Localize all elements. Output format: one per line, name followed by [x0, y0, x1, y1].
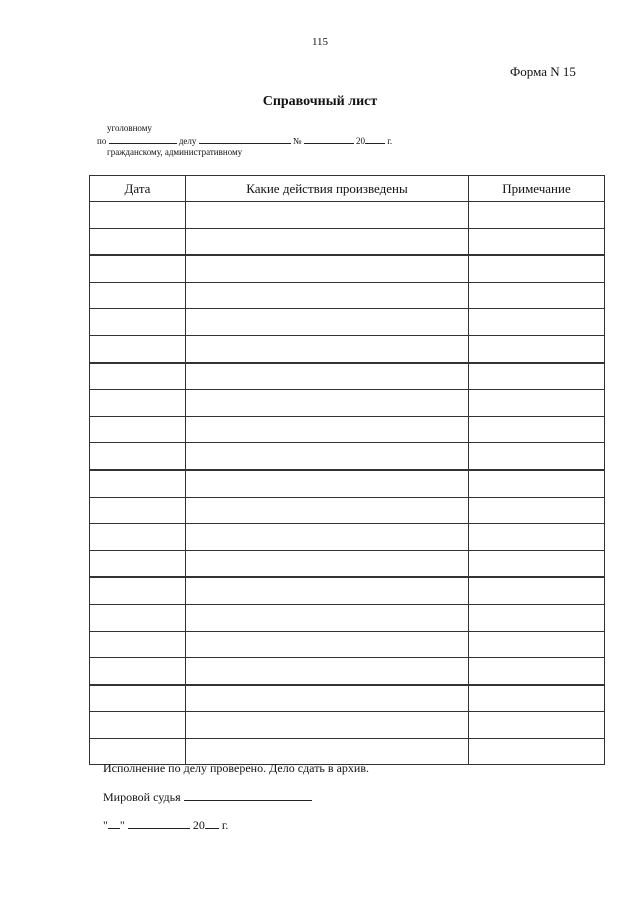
- year-suffix: г.: [387, 136, 393, 146]
- date-cell: [90, 550, 186, 577]
- date-quote-open: ": [103, 818, 108, 832]
- case-type-civil-administrative: гражданскому, административному: [107, 147, 243, 157]
- date-cell: [90, 416, 186, 443]
- actions-cell: [186, 202, 469, 229]
- date-cell: [90, 255, 186, 282]
- table-row: [90, 390, 605, 417]
- actions-cell: [186, 416, 469, 443]
- table-body: [90, 202, 605, 765]
- document-title: Справочный лист: [262, 94, 378, 109]
- actions-cell: [186, 390, 469, 417]
- notes-cell: [469, 497, 605, 524]
- table-row: [90, 604, 605, 631]
- judge-signature-blank: [184, 792, 312, 801]
- case-word: делу: [178, 136, 197, 146]
- table-row: [90, 712, 605, 739]
- form-label: Форма N 15: [510, 64, 576, 79]
- date-cell: [90, 524, 186, 551]
- notes-cell: [469, 470, 605, 497]
- table-row: [90, 228, 605, 255]
- number-sign: №: [292, 136, 302, 146]
- notes-cell: [469, 524, 605, 551]
- table-row: [90, 524, 605, 551]
- actions-cell: [186, 228, 469, 255]
- date-cell: [90, 443, 186, 470]
- actions-cell: [186, 443, 469, 470]
- date-cell: [90, 577, 186, 604]
- table-row: [90, 550, 605, 577]
- verification-note: Исполнение по делу проверено. Дело сдать в архив.: [103, 761, 369, 775]
- actions-cell: [186, 497, 469, 524]
- actions-cell: [186, 712, 469, 739]
- signature-date-line: [103, 818, 228, 833]
- notes-cell: [469, 309, 605, 336]
- date-cell: [90, 228, 186, 255]
- actions-cell: [186, 255, 469, 282]
- actions-cell: [186, 282, 469, 309]
- reference-table: [89, 175, 605, 765]
- actions-cell: [186, 685, 469, 712]
- table-row: [90, 335, 605, 362]
- actions-cell: [186, 335, 469, 362]
- date-cell: [90, 309, 186, 336]
- case-prefix: по: [97, 136, 107, 146]
- date-cell: [90, 631, 186, 658]
- actions-cell: [186, 631, 469, 658]
- date-cell: [90, 604, 186, 631]
- table-row: [90, 363, 605, 390]
- actions-cell: [186, 658, 469, 685]
- year-blank: [365, 135, 385, 144]
- table-row: [90, 309, 605, 336]
- case-header-line: [97, 135, 392, 146]
- date-cell: [90, 497, 186, 524]
- table-row: [90, 282, 605, 309]
- table-row: [90, 577, 605, 604]
- table-header-row: [90, 176, 605, 202]
- notes-cell: [469, 631, 605, 658]
- actions-cell: [186, 363, 469, 390]
- column-header-date: Дата: [90, 176, 186, 202]
- table-row: [90, 658, 605, 685]
- date-cell: [90, 335, 186, 362]
- table-row: [90, 631, 605, 658]
- date-cell: [90, 390, 186, 417]
- day-blank: [108, 820, 120, 829]
- notes-cell: [469, 738, 605, 765]
- case-type-criminal: уголовному: [107, 123, 152, 133]
- judge-label: Мировой судья: [103, 790, 181, 804]
- notes-cell: [469, 577, 605, 604]
- notes-cell: [469, 228, 605, 255]
- case-name-blank: [199, 135, 291, 144]
- notes-cell: [469, 255, 605, 282]
- case-type-blank: [109, 135, 177, 144]
- date-cell: [90, 282, 186, 309]
- notes-cell: [469, 202, 605, 229]
- date-cell: [90, 363, 186, 390]
- date-year-suffix: г.: [221, 818, 229, 832]
- judge-signature-line: [103, 790, 312, 805]
- actions-cell: [186, 309, 469, 336]
- notes-cell: [469, 658, 605, 685]
- date-cell: [90, 712, 186, 739]
- notes-cell: [469, 416, 605, 443]
- column-header-actions: Какие действия произведены: [186, 176, 469, 202]
- table-row: [90, 255, 605, 282]
- date-cell: [90, 658, 186, 685]
- actions-cell: [186, 604, 469, 631]
- notes-cell: [469, 282, 605, 309]
- notes-cell: [469, 685, 605, 712]
- table-row: [90, 416, 605, 443]
- notes-cell: [469, 335, 605, 362]
- year-prefix: 20: [356, 136, 365, 146]
- page-number: 115: [311, 36, 329, 48]
- actions-cell: [186, 550, 469, 577]
- notes-cell: [469, 363, 605, 390]
- date-cell: [90, 685, 186, 712]
- case-number-blank: [304, 135, 354, 144]
- date-cell: [90, 470, 186, 497]
- notes-cell: [469, 443, 605, 470]
- notes-cell: [469, 712, 605, 739]
- date-year-prefix: 20: [192, 818, 205, 832]
- table-row: [90, 443, 605, 470]
- actions-cell: [186, 470, 469, 497]
- table-row: [90, 470, 605, 497]
- notes-cell: [469, 604, 605, 631]
- actions-cell: [186, 524, 469, 551]
- date-cell: [90, 202, 186, 229]
- table-row: [90, 685, 605, 712]
- column-header-notes: Примечание: [469, 176, 605, 202]
- actions-cell: [186, 577, 469, 604]
- notes-cell: [469, 550, 605, 577]
- notes-cell: [469, 390, 605, 417]
- table-row: [90, 202, 605, 229]
- month-blank: [128, 820, 190, 829]
- table-row: [90, 497, 605, 524]
- date-quote-close: ": [119, 818, 125, 832]
- date-year-blank: [205, 820, 219, 829]
